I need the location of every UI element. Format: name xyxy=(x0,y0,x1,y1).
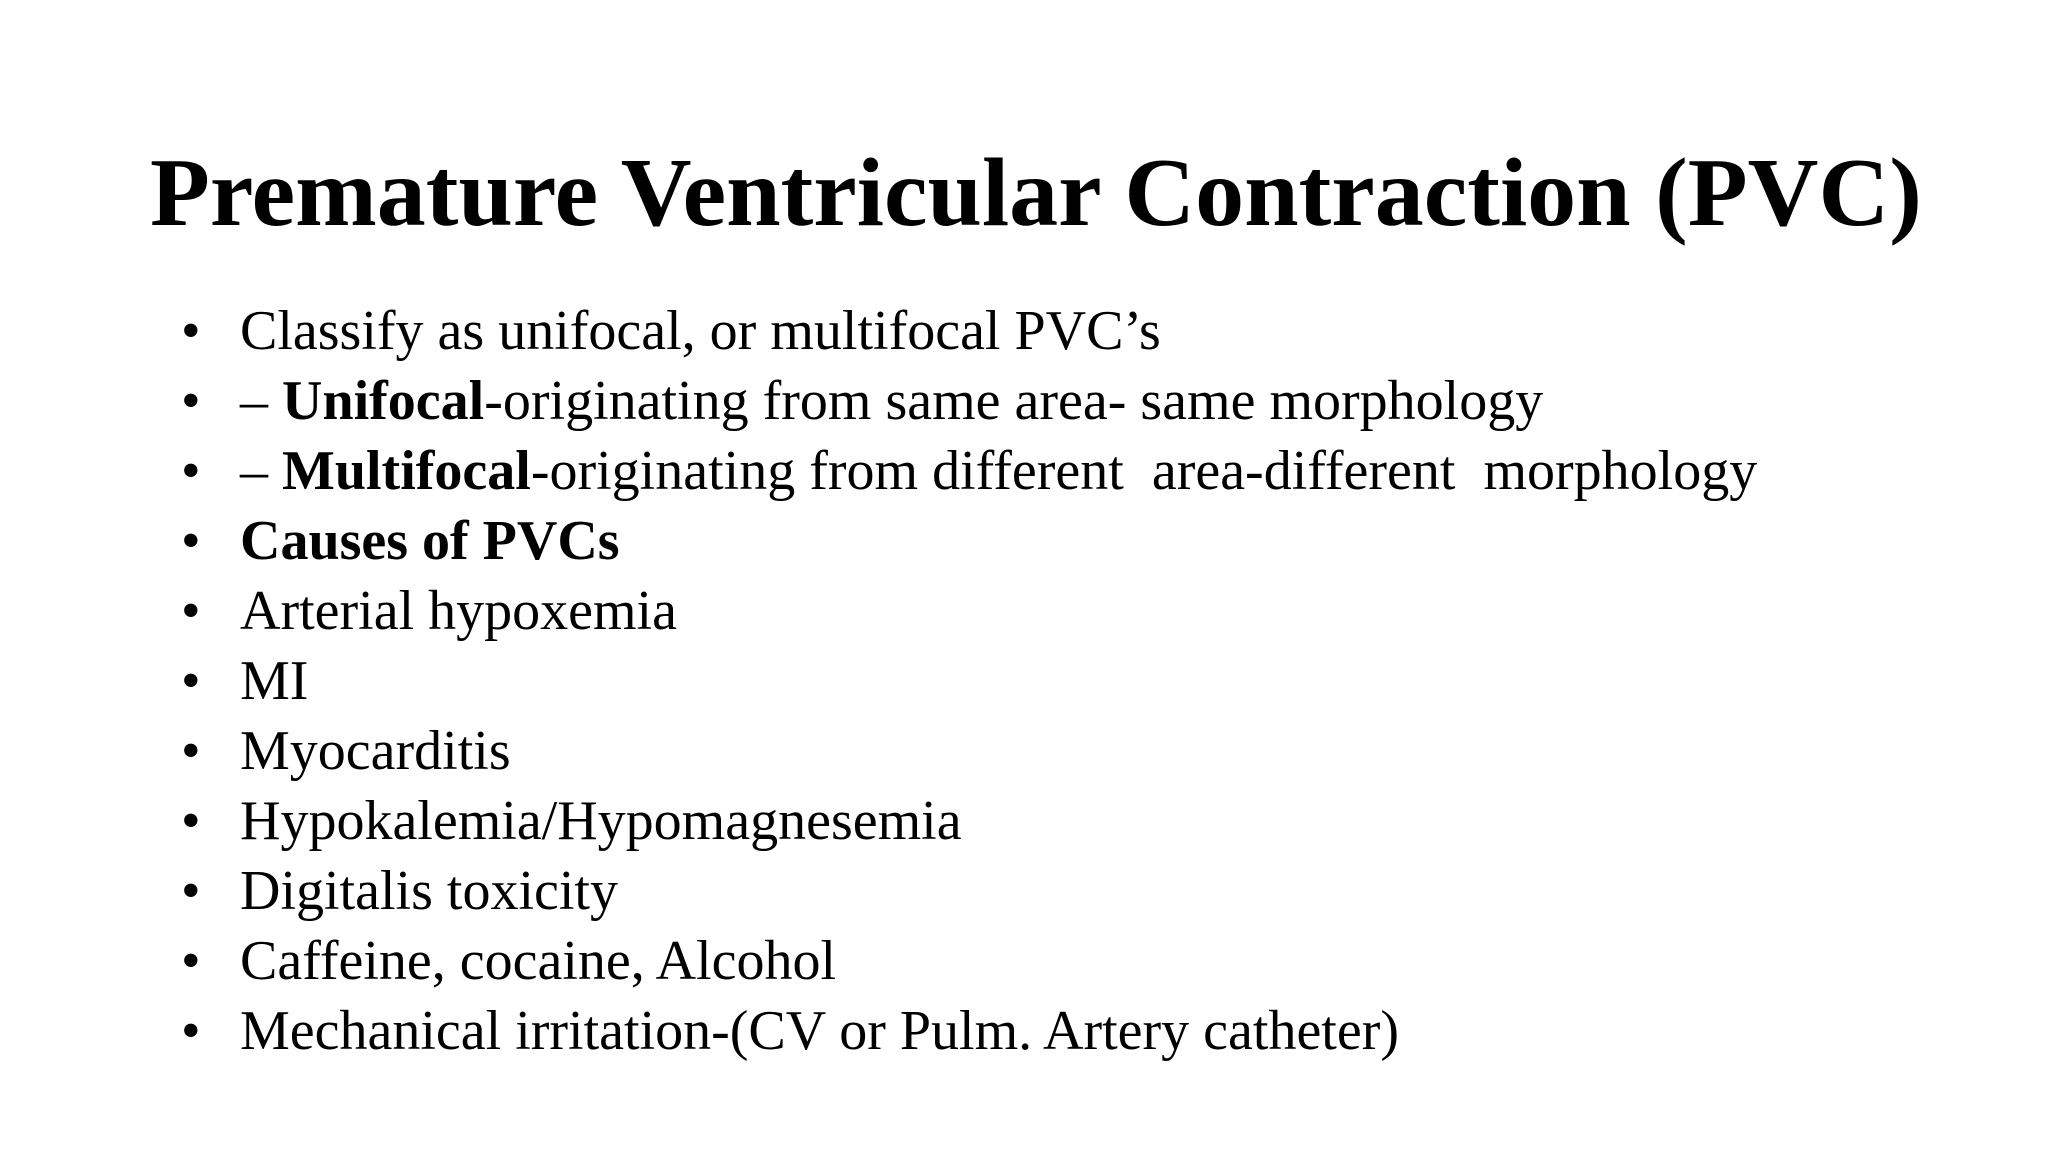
bullet-dot-icon: • xyxy=(181,300,201,362)
bullet-dot-icon: • xyxy=(181,580,201,642)
bullet-list xyxy=(0,296,2048,1066)
list-item xyxy=(0,436,2048,506)
list-item xyxy=(0,296,2048,366)
term-bold: Multifocal xyxy=(282,440,531,502)
list-item xyxy=(0,996,2048,1066)
list-item xyxy=(0,786,2048,856)
bullet-dot-icon: • xyxy=(181,370,201,432)
bullet-text: Digitalis toxicity xyxy=(240,860,618,922)
dash-prefix: – xyxy=(240,440,282,502)
list-item xyxy=(0,716,2048,786)
term-definition: -originating from same area- same morphology xyxy=(484,370,1544,432)
list-item xyxy=(0,576,2048,646)
bullet-text: Myocarditis xyxy=(240,720,511,782)
bullet-dot-icon: • xyxy=(181,790,201,852)
dash-prefix: – xyxy=(240,370,282,432)
term-bold: Unifocal xyxy=(282,370,485,432)
bullet-dot-icon: • xyxy=(181,720,201,782)
list-item xyxy=(0,506,2048,576)
slide-title: Premature Ventricular Contraction (PVC) xyxy=(150,139,1922,247)
bullet-text: Mechanical irritation-(CV or Pulm. Artery catheter) xyxy=(240,1000,1400,1062)
list-item xyxy=(0,366,2048,436)
bullet-text: Caffeine, cocaine, Alcohol xyxy=(240,930,837,992)
bullet-text: Arterial hypoxemia xyxy=(240,580,677,642)
bullet-dot-icon: • xyxy=(181,440,201,502)
bullet-text xyxy=(240,366,1543,436)
bullet-text: Hypokalemia/Hypomagnesemia xyxy=(240,790,962,852)
list-item xyxy=(0,926,2048,996)
list-item xyxy=(0,856,2048,926)
term-definition: -originating from different area-different morphology xyxy=(530,440,1758,502)
bullet-dot-icon: • xyxy=(181,860,201,922)
bullet-dot-icon: • xyxy=(181,510,201,572)
bullet-text xyxy=(240,436,1757,506)
bullet-dot-icon: • xyxy=(181,650,201,712)
section-heading: Causes of PVCs xyxy=(240,510,620,572)
bullet-dot-icon: • xyxy=(181,1000,201,1062)
list-item xyxy=(0,646,2048,716)
bullet-text: Classify as unifocal, or multifocal PVC’s xyxy=(240,300,1161,362)
bullet-dot-icon: • xyxy=(181,930,201,992)
bullet-text: MI xyxy=(240,650,309,712)
